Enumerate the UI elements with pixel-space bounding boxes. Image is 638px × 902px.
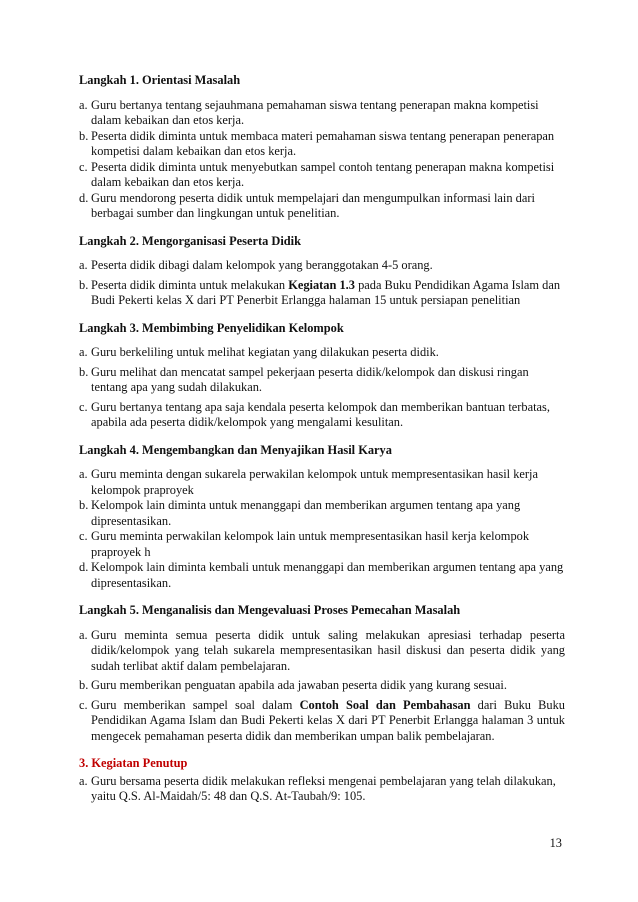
- list-item: c. Guru bertanya tentang apa saja kendala peserta kelompok dan memberikan bantuan terbatas, apabila ada peserta didik/kelompok yang mengalami kesulitan.: [79, 399, 550, 429]
- document-page: [79, 73, 565, 817]
- step-5-list: [79, 628, 565, 745]
- list-item: b. Peserta didik diminta untuk melakukan Kegiatan 1.3 pada Buku Pendidikan Agama Islam dan Budi Pekerti kelas X dari PT Penerbit Erlangga halaman 15 untuk persiapan penelitian: [79, 277, 561, 307]
- list-item: d. Guru mendorong peserta didik untuk mempelajari dan mengumpulkan informasi lain dari berbagai sumber dan lingkungan untuk penelitian.: [79, 190, 535, 220]
- list-item: a. Guru meminta semua peserta didik untuk saling melakukan apresiasi terhadap peserta didik/kelompok yang telah sukarela mempresentasikan hasil diskusi dan peserta didik yang sudah terlibat aktif dalam pembelajaran.: [79, 627, 565, 673]
- list-item: a. Peserta didik dibagi dalam kelompok yang beranggotakan 4-5 orang.: [79, 258, 433, 272]
- list-item: c. Guru memberikan sampel soal dalam Contoh Soal dan Pembahasan dari Buku Buku Pendidikan Agama Islam dan Budi Pekerti kelas X dari PT Penerbit Erlangga halaman 3 untuk mengecek pemahaman peserta didik dan memberikan umpan balik pembelajaran.: [79, 697, 565, 743]
- page-number: 13: [549, 836, 562, 850]
- list-item: a. Guru berkeliling untuk melihat kegiatan yang dilakukan peserta didik.: [79, 345, 439, 359]
- list-item: b. Kelompok lain diminta untuk menanggapi dan memberikan argumen tentang apa yang dipresentasikan.: [79, 498, 521, 528]
- list-item: d. Kelompok lain diminta kembali untuk menanggapi dan memberikan argumen tentang apa yang dipresentasikan.: [79, 560, 564, 590]
- closing-list: [79, 774, 565, 805]
- list-item: c. Guru meminta perwakilan kelompok lain untuk mempresentasikan hasil kerja kelompok praproyek h: [79, 529, 530, 559]
- activity-reference: Kegiatan 1.3: [288, 277, 355, 292]
- step-5-title: Langkah 5. Menganalisis dan Mengevaluasi Proses Pemecahan Masalah: [79, 603, 461, 617]
- list-item: a. Guru meminta dengan sukarela perwakilan kelompok untuk mempresentasikan hasil kerja kelompok praproyek: [79, 467, 538, 497]
- step-1-title: Langkah 1. Orientasi Masalah: [79, 73, 241, 87]
- step-3-title: Langkah 3. Membimbing Penyelidikan Kelompok: [79, 320, 344, 335]
- example-reference: Contoh Soal dan Pembahasan: [299, 697, 471, 712]
- list-item: c. Peserta didik diminta untuk menyebutkan sampel contoh tentang penerapan makna kompetisi dalam kebaikan dan etos kerja.: [79, 159, 555, 189]
- list-item: b. Guru memberikan penguatan apabila ada jawaban peserta didik yang kurang sesuai.: [79, 678, 507, 692]
- step-4-list: [79, 467, 565, 591]
- step-3-list: [79, 345, 565, 431]
- step-2-title: Langkah 2. Mengorganisasi Peserta Didik: [79, 233, 302, 248]
- list-item: a. Guru bertanya tentang sejauhmana pemahaman siswa tentang penerapan makna kompetisi dalam kebaikan dan etos kerja.: [79, 97, 539, 127]
- step-2-list: [79, 258, 565, 309]
- closing-title: 3. Kegiatan Penutup: [79, 756, 188, 770]
- step-1-list: [79, 98, 565, 222]
- step-4-title: Langkah 4. Mengembangkan dan Menyajikan Hasil Karya: [79, 442, 392, 457]
- list-item: b. Guru melihat dan mencatat sampel pekerjaan peserta didik/kelompok dan diskusi ringan tentang apa yang sudah dilakukan.: [79, 364, 529, 394]
- list-item: a. Guru bersama peserta didik melakukan refleksi mengenai pembelajaran yang telah dilakukan, yaitu Q.S. Al-Maidah/5: 48 dan Q.S. At-Taubah/9: 105.: [79, 773, 556, 803]
- list-item: b. Peserta didik diminta untuk membaca materi pemahaman siswa tentang penerapan penerapan kompetisi dalam kebaikan dan etos kerja.: [79, 128, 555, 158]
